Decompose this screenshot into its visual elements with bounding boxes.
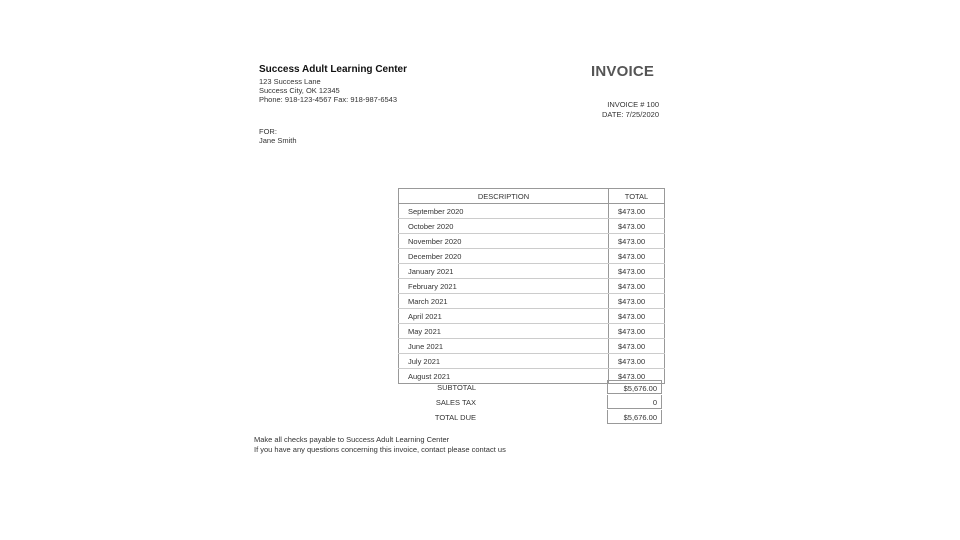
subtotal-value: $5,676.00	[607, 380, 662, 394]
table-row	[399, 279, 665, 294]
row-total: $473.00	[609, 324, 665, 339]
row-total: $473.00	[609, 204, 665, 219]
table-row	[399, 324, 665, 339]
table-row	[399, 234, 665, 249]
company-contact: Phone: 918-123-4567 Fax: 918-987-6543	[259, 95, 398, 104]
company-address-line2: Success City, OK 12345	[259, 86, 340, 95]
row-description: November 2020	[399, 234, 609, 249]
row-total: $473.00	[609, 339, 665, 354]
row-total: $473.00	[609, 219, 665, 234]
row-description: April 2021	[399, 309, 609, 324]
total-due-label: TOTAL DUE	[434, 413, 476, 422]
row-description: October 2020	[399, 219, 609, 234]
row-description: June 2021	[399, 339, 609, 354]
row-description: May 2021	[399, 324, 609, 339]
table-row	[399, 294, 665, 309]
row-total: $473.00	[609, 234, 665, 249]
line-items-table	[398, 188, 665, 384]
table-row	[399, 204, 665, 219]
sales-tax-label: SALES TAX	[435, 398, 476, 407]
company-address-line1: 123 Success Lane	[259, 77, 321, 86]
row-total: $473.00	[609, 264, 665, 279]
description-header: DESCRIPTION	[399, 189, 609, 204]
row-total: $473.00	[609, 294, 665, 309]
footer-questions-note: If you have any questions concerning this invoice, contact please contact us	[254, 445, 506, 454]
row-description: February 2021	[399, 279, 609, 294]
table-row	[399, 309, 665, 324]
total-due-value: $5,676.00	[607, 410, 662, 424]
table-row	[399, 249, 665, 264]
row-total: $473.00	[609, 279, 665, 294]
row-description: September 2020	[399, 204, 609, 219]
bill-to-label: FOR:	[259, 127, 277, 136]
footer-checks-note: Make all checks payable to Success Adult Learning Center	[254, 435, 450, 444]
row-description: March 2021	[399, 294, 609, 309]
invoice-title: INVOICE	[591, 63, 655, 80]
invoice-date: DATE: 7/25/2020	[602, 110, 659, 119]
row-description: December 2020	[399, 249, 609, 264]
table-header-row	[399, 189, 665, 204]
row-description: July 2021	[399, 354, 609, 369]
row-description: August 2021	[399, 369, 609, 384]
invoice-number: INVOICE # 100	[607, 100, 659, 109]
sales-tax-value: 0	[607, 395, 662, 409]
row-total: $473.00	[609, 249, 665, 264]
subtotal-label: SUBTOTAL	[437, 383, 476, 392]
table-row	[399, 354, 665, 369]
row-total: $473.00	[609, 369, 665, 384]
table-row	[399, 339, 665, 354]
total-header: TOTAL	[609, 189, 665, 204]
company-name: Success Adult Learning Center	[259, 64, 407, 75]
bill-to-name: Jane Smith	[259, 136, 297, 145]
row-total: $473.00	[609, 309, 665, 324]
row-total: $473.00	[609, 354, 665, 369]
table-row	[399, 264, 665, 279]
row-description: January 2021	[399, 264, 609, 279]
table-row	[399, 219, 665, 234]
